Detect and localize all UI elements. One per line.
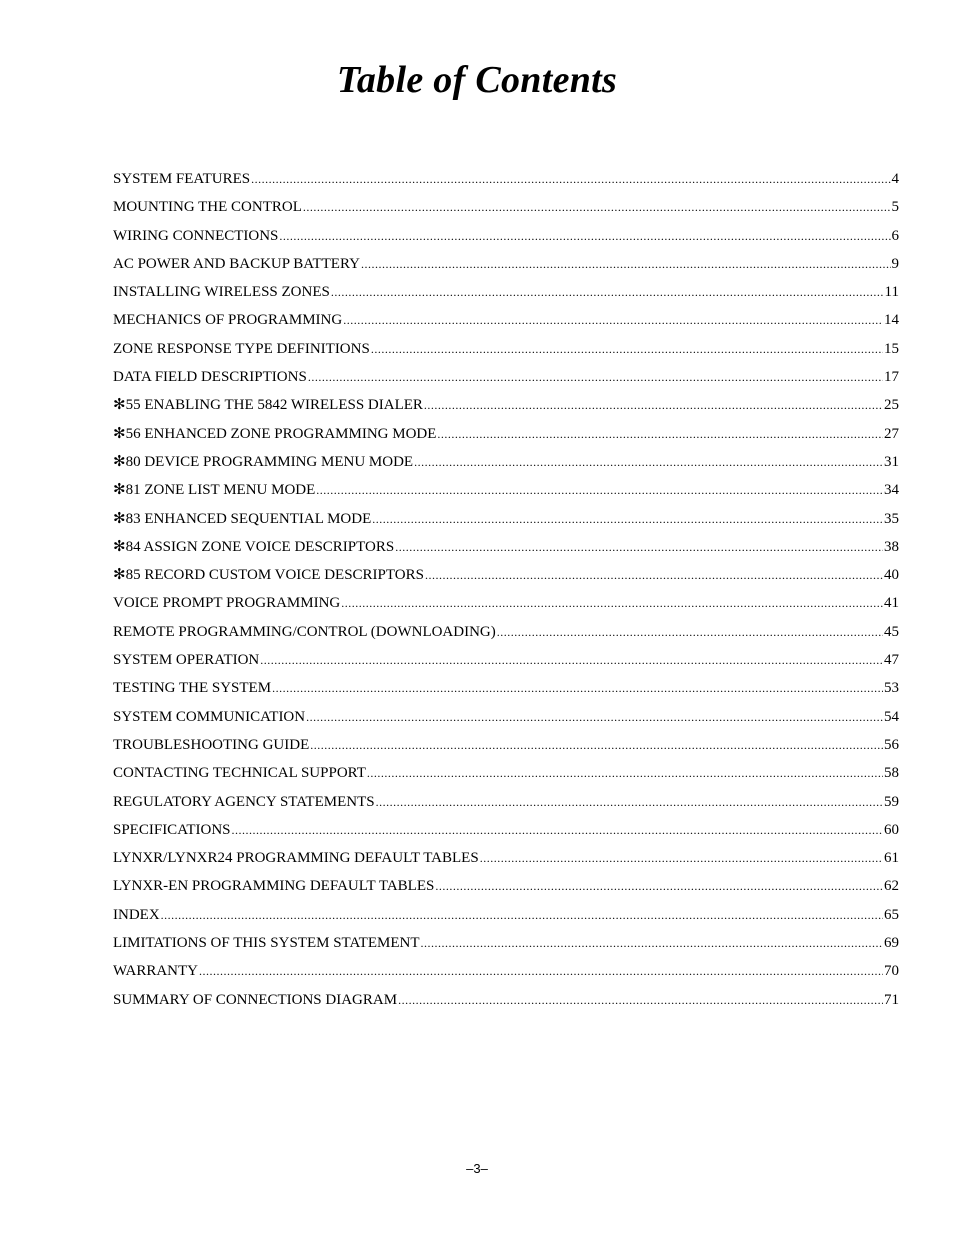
- dot-leader: [306, 706, 883, 728]
- toc-entry-title: ✻80 DEVICE PROGRAMMING MENU MODE: [113, 453, 414, 470]
- toc-entry[interactable]: [113, 592, 899, 620]
- toc-entry-page: 45: [884, 623, 899, 640]
- toc-entry[interactable]: [113, 168, 899, 196]
- dot-leader: [425, 564, 883, 586]
- toc-entry-page: 47: [884, 652, 899, 669]
- page-title: Table of Contents: [336, 59, 618, 101]
- toc-entry-page: 38: [884, 538, 899, 555]
- dot-leader: [341, 592, 883, 614]
- toc-entry-page: 6: [891, 227, 899, 244]
- toc-entry[interactable]: [113, 847, 899, 875]
- toc-entry-page: 27: [884, 425, 899, 442]
- toc-entry-title: INDEX: [113, 906, 160, 923]
- toc-entry[interactable]: [113, 281, 899, 309]
- toc-entry-title: LIMITATIONS OF THIS SYSTEM STATEMENT: [113, 935, 420, 952]
- toc-entry[interactable]: [113, 196, 899, 224]
- toc-entry-page: 61: [884, 850, 899, 867]
- toc-entry-page: 31: [884, 453, 899, 470]
- toc-entry[interactable]: [113, 706, 899, 734]
- dot-leader: [279, 225, 890, 247]
- toc-entry[interactable]: [113, 508, 899, 536]
- toc-entry-title: INSTALLING WIRELESS ZONES: [113, 284, 330, 301]
- dot-leader: [435, 875, 883, 897]
- toc-entry[interactable]: [113, 394, 899, 422]
- toc-entry-title: DATA FIELD DESCRIPTIONS: [113, 369, 307, 386]
- toc-entry[interactable]: [113, 791, 899, 819]
- dot-leader: [421, 932, 884, 954]
- toc-entry-title: ✻85 RECORD CUSTOM VOICE DESCRIPTORS: [113, 567, 424, 584]
- dot-leader: [199, 960, 883, 982]
- toc-entry-page: 69: [884, 935, 899, 952]
- dot-leader: [361, 253, 891, 275]
- dot-leader: [272, 677, 883, 699]
- toc-entry-title: WIRING CONNECTIONS: [113, 227, 279, 244]
- toc-entry[interactable]: [113, 649, 899, 677]
- dot-leader: [395, 536, 883, 558]
- toc-entry-title: SYSTEM OPERATION: [113, 652, 260, 669]
- toc-entry-page: 71: [884, 991, 899, 1008]
- dot-leader: [161, 904, 883, 926]
- toc-entry-title: TESTING THE SYSTEM: [113, 680, 272, 697]
- toc-entry[interactable]: [113, 225, 899, 253]
- toc-entry-page: 60: [884, 821, 899, 838]
- toc-entry-page: 53: [884, 680, 899, 697]
- dot-leader: [260, 649, 883, 671]
- toc-entry-page: 54: [884, 708, 899, 725]
- dot-leader: [414, 451, 883, 473]
- page-number: –3–: [466, 1161, 488, 1176]
- dot-leader: [232, 819, 883, 841]
- dot-leader: [497, 621, 883, 643]
- toc-entry-title: LYNXR/LYNXR24 PROGRAMMING DEFAULT TABLES: [113, 850, 479, 867]
- table-of-contents: [113, 168, 899, 1017]
- toc-entry[interactable]: [113, 536, 899, 564]
- dot-leader: [367, 762, 883, 784]
- toc-entry-title: MOUNTING THE CONTROL: [113, 199, 302, 216]
- toc-entry-page: 14: [884, 312, 899, 329]
- toc-entry-title: SYSTEM FEATURES: [113, 171, 251, 187]
- dot-leader: [480, 847, 883, 869]
- dot-leader: [398, 989, 883, 1011]
- dot-leader: [343, 309, 883, 331]
- toc-entry-title: ✻56 ENHANCED ZONE PROGRAMMING MODE: [113, 425, 437, 442]
- toc-entry-title: TROUBLESHOOTING GUIDE: [113, 736, 310, 753]
- toc-entry-page: 17: [884, 369, 899, 386]
- toc-entry-title: ✻83 ENHANCED SEQUENTIAL MODE: [113, 510, 372, 527]
- toc-entry-title: ✻55 ENABLING THE 5842 WIRELESS DIALER: [113, 397, 423, 414]
- toc-entry[interactable]: [113, 762, 899, 790]
- dot-leader: [316, 479, 883, 501]
- dot-leader: [303, 196, 891, 218]
- toc-entry[interactable]: [113, 734, 899, 762]
- toc-entry[interactable]: [113, 819, 899, 847]
- toc-entry[interactable]: [113, 309, 899, 337]
- dot-leader: [371, 338, 883, 360]
- toc-entry[interactable]: [113, 904, 899, 932]
- toc-entry-title: SPECIFICATIONS: [113, 821, 231, 838]
- toc-entry-page: 70: [884, 963, 899, 980]
- toc-entry-title: SUMMARY OF CONNECTIONS DIAGRAM: [113, 991, 398, 1008]
- toc-entry[interactable]: [113, 621, 899, 649]
- toc-entry-page: 9: [891, 255, 899, 272]
- toc-entry-title: MECHANICS OF PROGRAMMING: [113, 312, 343, 329]
- toc-entry-page: 62: [884, 878, 899, 895]
- toc-entry-page: 11: [884, 284, 899, 301]
- dot-leader: [424, 394, 883, 416]
- toc-entry-title: WARRANTY: [113, 963, 198, 980]
- toc-entry[interactable]: [113, 253, 899, 281]
- toc-entry[interactable]: [113, 989, 899, 1017]
- toc-entry-title: SYSTEM COMMUNICATION: [113, 708, 306, 725]
- dot-leader: [251, 168, 890, 190]
- toc-entry[interactable]: [113, 875, 899, 903]
- dot-leader: [376, 791, 883, 813]
- toc-entry-page: 59: [884, 793, 899, 810]
- toc-entry[interactable]: [113, 423, 899, 451]
- toc-entry-title: REMOTE PROGRAMMING/CONTROL (DOWNLOADING): [113, 623, 496, 640]
- toc-entry-title: AC POWER AND BACKUP BATTERY: [113, 255, 360, 272]
- toc-entry-title: ✻81 ZONE LIST MENU MODE: [113, 482, 316, 499]
- toc-entry[interactable]: [113, 677, 899, 705]
- dot-leader: [331, 281, 884, 303]
- toc-entry[interactable]: [113, 338, 899, 366]
- toc-entry-page: 15: [884, 340, 899, 357]
- toc-entry-title: LYNXR-EN PROGRAMMING DEFAULT TABLES: [113, 878, 435, 895]
- toc-entry-page: 58: [884, 765, 899, 782]
- toc-entry-title: REGULATORY AGENCY STATEMENTS: [113, 793, 375, 810]
- toc-entry-page: 35: [884, 510, 899, 527]
- toc-entry-title: ZONE RESPONSE TYPE DEFINITIONS: [113, 340, 370, 357]
- toc-entry[interactable]: [113, 451, 899, 479]
- toc-entry-page: 56: [884, 736, 899, 753]
- toc-entry-page: 5: [891, 199, 899, 216]
- toc-entry-title: ✻84 ASSIGN ZONE VOICE DESCRIPTORS: [113, 538, 395, 555]
- toc-entry-page: 4: [891, 171, 899, 187]
- toc-entry-page: 25: [884, 397, 899, 414]
- toc-entry-title: VOICE PROMPT PROGRAMMING: [113, 595, 341, 612]
- dot-leader: [372, 508, 883, 530]
- toc-entry-page: 41: [884, 595, 899, 612]
- toc-entry[interactable]: [113, 960, 899, 988]
- toc-entry[interactable]: [113, 932, 899, 960]
- toc-entry-page: 34: [884, 482, 899, 499]
- toc-entry[interactable]: [113, 366, 899, 394]
- dot-leader: [437, 423, 883, 445]
- toc-entry[interactable]: [113, 479, 899, 507]
- toc-entry-page: 65: [884, 906, 899, 923]
- toc-entry-title: CONTACTING TECHNICAL SUPPORT: [113, 765, 366, 782]
- toc-entry[interactable]: [113, 564, 899, 592]
- toc-entry-page: 40: [884, 567, 899, 584]
- dot-leader: [308, 366, 883, 388]
- dot-leader: [310, 734, 883, 756]
